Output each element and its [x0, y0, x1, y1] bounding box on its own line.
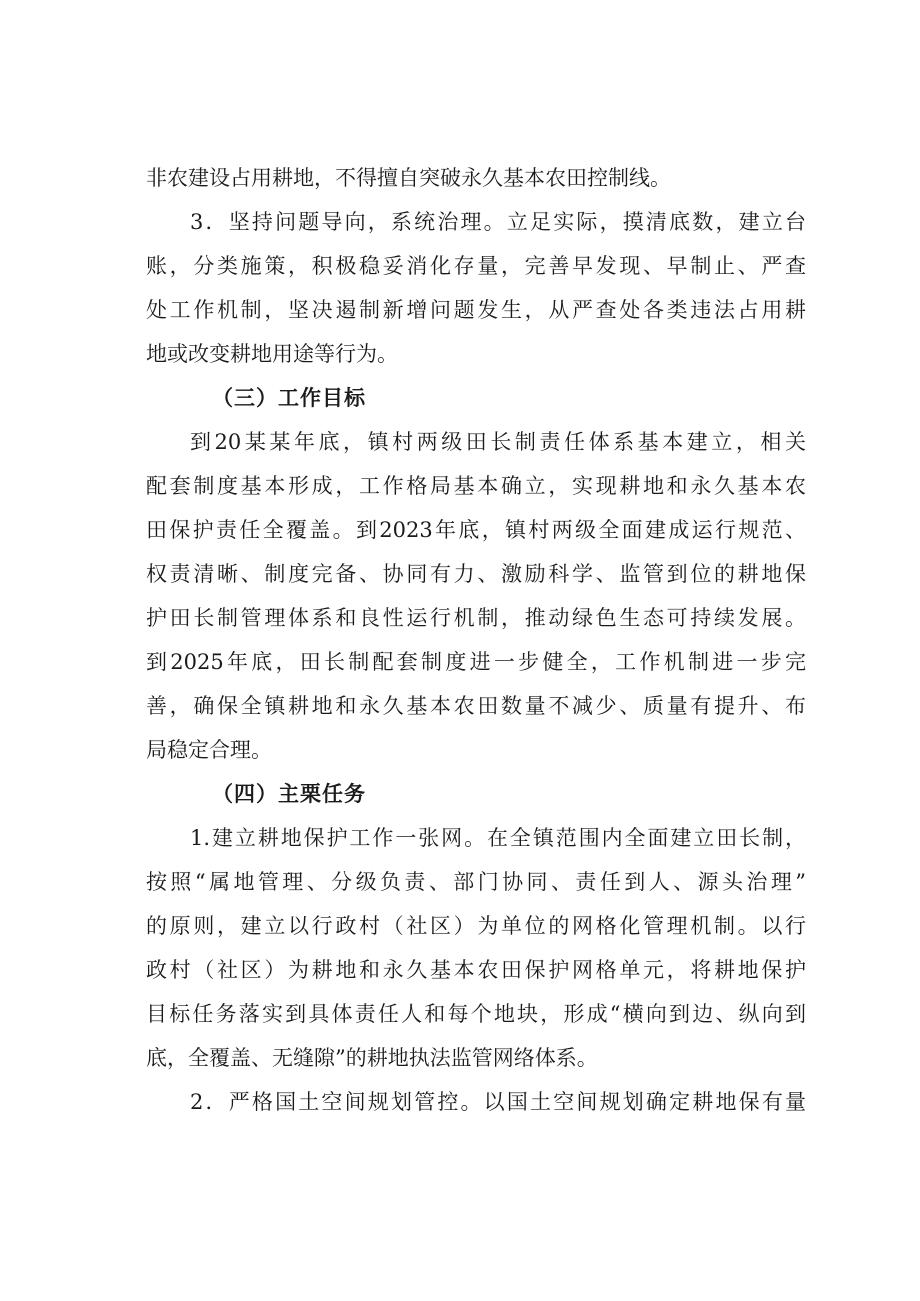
text-line-21: 底，全覆盖、无缝隙”的耕地执法监管网络体系。 [146, 1046, 598, 1070]
text-line-10: 权责清晰、制度完备、协同有力、激励科学、监管到位的耕地保 [146, 562, 806, 586]
text-line-1: 非农建设占用耕地，不得擅自突破永久基本农田控制线。 [146, 166, 671, 190]
text-line-12: 到2025年底，田长制配套制度进一步健全，工作机制进一步完 [146, 650, 806, 674]
text-line-2: 3．坚持问题导向，系统治理。立足实际，摸清底数，建立台 [190, 210, 806, 234]
document-page [146, 156, 806, 1124]
text-line-13: 善，确保全镇耕地和永久基本农田数量不减少、质量有提升、布 [146, 694, 806, 718]
text-line-9: 田保护责任全覆盖。到2023年底，镇村两级全面建成运行规范、 [146, 518, 806, 542]
text-line-16: 1.建立耕地保护工作一张网。在全镇范围内全面建立田长制， [190, 826, 806, 850]
text-line-7: 到20某某年底，镇村两级田长制责任体系基本建立，相关 [190, 430, 806, 454]
text-line-14: 局稳定合理。 [146, 738, 272, 762]
text-line-20: 目标任务落实到具体责任人和每个地块，形成“横向到边、纵向到 [146, 1002, 806, 1026]
text-line-18: 的原则，建立以行政村（社区）为单位的网格化管理机制。以行 [146, 914, 806, 938]
text-line-8: 配套制度基本形成，工作格局基本确立，实现耕地和永久基本农 [146, 474, 806, 498]
section-heading-3: （三）工作目标 [212, 386, 366, 410]
text-line-4: 处工作机制，坚决遏制新增问题发生，从严查处各类违法占用耕 [146, 298, 806, 322]
text-line-22: 2．严格国土空间规划管控。以国土空间规划确定耕地保有量 [190, 1090, 806, 1114]
section-heading-4: （四）主栗任务 [212, 782, 366, 806]
text-line-11: 护田长制管理体系和良性运行机制，推动绿色生态可持续发展。 [146, 606, 806, 630]
text-line-3: 账，分类施策，积极稳妥消化存量，完善早发现、早制止、严查 [146, 254, 806, 278]
text-line-5: 地或改变耕地用途等行为。 [146, 342, 398, 366]
text-line-19: 政村（社区）为耕地和永久基本农田保护网格单元，将耕地保护 [146, 958, 806, 982]
text-line-17: 按照“属地管理、分级负责、部门协同、责任到人、源头治理” [146, 870, 806, 894]
